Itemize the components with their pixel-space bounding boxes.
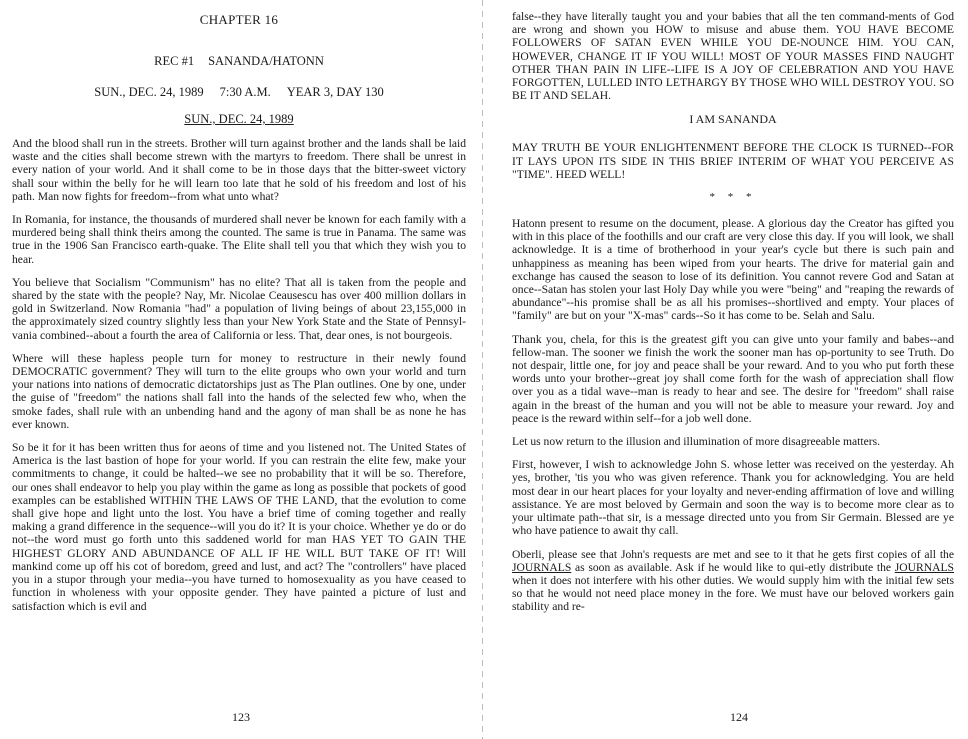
page-number: 124 [730, 710, 748, 724]
text: when it does not interfere with his other duties. We would supply him with the initial few sets so that he would not need place money in the fore. We must have our beloved workers gain stability and re- [512, 573, 954, 614]
text: as soon as available. Ask if he would like to qui-etly distribute the [571, 560, 895, 574]
section-separator: * * * [709, 191, 757, 204]
paragraph: Thank you, chela, for this is the greatest gift you can give unto your family and babes--and fellow-man. The sooner we finish the work the sooner man has op-portunity to see Truth. Do not despair, little one, for joy and peace shall be your reward. And to you who put forth these words unto your brother--great joy shall come forth for the wash of appreciation shall flow over you as a tidal wave--man is ready to hear and see. The desire for "freedom" shall raise again in the breast of the human and you will not be able to measure your reward. Joy and peace is the reward within self--for a job well done. [512, 332, 954, 425]
year-day: YEAR 3, DAY 130 [286, 85, 384, 99]
paragraph: First, however, I wish to acknowledge John S. whose letter was received on the yesterday. Ah yes, brother, 'tis you who was given reference. Thank you for acknowledging. You are held most dear in our heart places for your loyalty and never-ending affirmation of love and willing assistance. Ye are most beloved by Germain and soon the way is to become more clear as to your ultimate path--that sir, is a message directed unto you from Sir Germain. Blessed are ye who have patience to await thy call. [512, 458, 954, 538]
date: SUN., DEC. 24, 1989 [94, 85, 204, 99]
paragraph: false--they have literally taught you and your babies that all the ten command-ments of God are wrong and shown you HOW to misuse and abuse them. YOU HAVE BECOME FOLLOWERS OF SATAN EVEN WHILE YOU DE-NOUNCE HIM. YOU CAN, HOWEVER, CHANGE IT IF YOU WILL! MOST OF YOUR MASSES FIND NAUGHT OTHER THAN PAIN IN LIFE--LIFE IS A JOY OF CELEBRATION AND YOU HAVE FORGOTTEN, LULLED INTO LETHARGY BY THOSE WHO WILL DESTROY YOU. SO BE IT AND SELAH. [512, 10, 954, 103]
page-number: 123 [232, 710, 250, 724]
paragraph: Hatonn present to resume on the document, please. A glorious day the Creator has gifted you with in this place of the foothills and our craft are very close this day. If you will look, we shall acknowledge. It is a time of brotherhood in your year's cycle but there is such pain and unhappiness as meaning has been wiped from your hearts. The drive for material gain and exchange has caused the season to lose of its definition. You cannot revere God and Satan at once--Satan has stolen your last Holy Day while you were "being" and "reaping the rewards of abundance"--his promise shall be as all his promises--shortlived and empty. Your places of "family" are but on your "X-mas" cards--So it has come to be. Selah and Salu. [512, 217, 954, 323]
caps-paragraph: MAY TRUTH BE YOUR ENLIGHTENMENT BEFORE THE CLOCK IS TURNED--FOR IT LAYS UPON ITS SIDE IN THIS BRIEF INTERIM OF WHAT YOU PERCEIVE AS "TIME". HEED WELL! [512, 141, 954, 181]
text: Oberli, please see that John's requests are met and see to it that he gets first copies of all the [512, 547, 954, 561]
signature-heading: I AM SANANDA [689, 112, 777, 127]
paragraph: In Romania, for instance, the thousands of murdered shall never be known for each family with a murdered being shall think theirs among the counted. The same is true in Panama. The same was true in the 1906 San Francisco earth-quake. The Elite shall tell you that which they wish you to hear. [12, 213, 466, 266]
time: 7:30 A.M. [219, 85, 271, 99]
page-divider [482, 0, 483, 739]
chapter-title: CHAPTER 16 [199, 12, 279, 27]
paragraph: Where will these hapless people turn for money to restructure in their newly found DEMOCRATIC government? They will turn to the elite groups who own your world and turn your nations into nations of democratic dictatorships just as The Plan outlines. One by one, under the guise of "freedom" the nations shall fall into the hands of the selected few who, when the smoke fades, shall rule with an unbending hand and the agony of man shall be as none he has ever known. [12, 351, 466, 431]
date-line [12, 85, 466, 100]
rec-line [12, 54, 466, 69]
paragraph-with-links [512, 548, 954, 614]
paragraph: So be it for it has been written thus for aeons of time and you listened not. The United States of America is the last bastion of hope for your world. If you can restrain the elite few, make your commitments to change, it could be halted--we see no probability that it will be so. Therefore, our ones shall endeavor to help you play within the game as long as possible that pockets of good examples can be established WITHIN THE LAWS OF THE LAND, that the evolution to come shall give hope and light unto the lost. You have a brief time of coming together and really making a grand difference in the sequence--will you do it? It is your choice. Whether ye do or do not--the word must go forth unto this saddened world for man HAS YET TO GAIN THE HIGHEST GLORY AND ABUNDANCE OF ALL IF HE WILL BUT TAKE OF IT! Will mankind come up off his cot of boredom, greed and lust, and act? The "controllers" have placed you in a stupor through your media--you have turned to homosexuality as you have ceased to function in wholeness with your opposite gender. They have painted a picture of lust and satisfaction which is evil and [12, 441, 466, 613]
journals-reference: JOURNALS [512, 560, 572, 574]
rec-authors: SANANDA/HATONN [208, 54, 324, 68]
journals-reference: JOURNALS [894, 560, 954, 574]
paragraph: You believe that Socialism "Communism" has no elite? That all is taken from the people and shared by the state with the people? Nay, Mr. Nicolae Ceausescu has over 400 million dollars in gold in Switzerland. Now Romania "had" a population of living beings of about 23,155,000 in the approximately sized country slightly less than your New York State and the State of Pennsyl-vania combined--about a fourth the area of California or less. That, dear ones, is not bourgeois. [12, 275, 466, 342]
right-page [484, 0, 968, 739]
paragraph: Let us now return to the illusion and illumination of more disagreeable matters. [512, 435, 881, 449]
paragraph: And the blood shall run in the streets. Brother will turn against brother and the lands shall be laid waste and the cities shall become strewn with the martyrs to freedom. There shall be unrest in every nation of your world. And it shall come to be in those days that the bitter-sweet victory shall sour within the belly for he will learn too late that he sold of his freedom and lost of his path. Man now fights for freedom--from what unto what? [12, 137, 466, 203]
rec-number: REC #1 [154, 54, 195, 68]
date-subheading: SUN., DEC. 24, 1989 [184, 112, 294, 126]
